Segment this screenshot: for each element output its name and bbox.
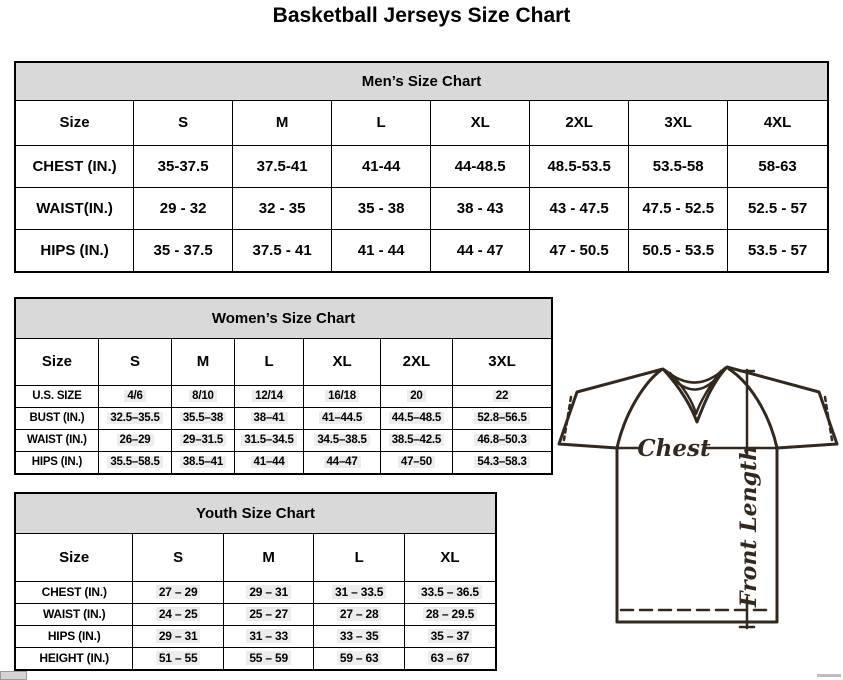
women-column-header: 3XL [453,339,551,385]
women-column-header: S [98,339,171,385]
women-value: 35.5–58.5 [107,456,162,468]
women-value: 12/14 [252,390,286,402]
men-value: 41 - 44 [357,241,405,259]
mens-size-chart [14,61,829,273]
men-value-cell [134,187,233,229]
women-value: 54.3–58.3 [474,456,529,468]
women-value-cell [380,407,452,429]
women-value: 38.5–41 [180,456,226,468]
youth-value-cell [314,625,405,647]
youth-value: 33.5 – 36.5 [418,585,482,599]
men-value-cell [629,145,728,187]
women-column-header: Size [16,339,98,385]
youth-column-header: XL [404,534,495,581]
jersey-outline-icon [559,367,837,622]
youth-value-cell [314,581,405,603]
youth-column-header: M [223,534,314,581]
women-value: 20 [407,390,425,402]
horizontal-scrollbar-fragment[interactable] [817,674,841,677]
women-value: 52.8–56.5 [474,412,529,424]
youth-value: 31 – 33.5 [332,585,386,599]
men-column-header: 3XL [629,101,728,145]
women-value-cell [380,385,452,407]
men-value-cell [134,145,233,187]
women-value: 32.5–35.5 [107,412,162,424]
mens-chart-title: Men’s Size Chart [16,63,827,101]
women-value-cell [380,451,452,473]
women-value-cell [453,407,551,429]
women-value-cell [98,429,171,451]
women-row-label: WAIST (IN.) [16,429,98,451]
women-value: 29–31.5 [180,434,226,446]
women-value: 41–44.5 [319,412,365,424]
women-value: 41–44 [251,456,288,468]
men-column-header: L [332,101,431,145]
youth-row-label: WAIST (IN.) [16,603,133,625]
men-column-header: 2XL [530,101,629,145]
youth-column-header: Size [16,534,133,581]
men-value-cell [629,229,728,271]
youth-row-label: CHEST (IN.) [16,581,133,603]
men-value: 50.5 - 53.5 [642,241,715,259]
men-value: 35 - 38 [357,199,405,217]
youth-value: 33 – 35 [337,629,382,643]
women-value-cell [453,451,551,473]
men-value-cell [728,187,827,229]
youth-value: 27 – 29 [156,585,201,599]
men-value: 44-48.5 [454,157,506,175]
youth-value: 27 – 28 [337,607,382,621]
women-value-cell [304,385,381,407]
men-value: 58-63 [758,157,797,175]
men-value: 41-44 [361,157,401,175]
men-value-cell [134,229,233,271]
men-value-cell [728,145,827,187]
men-value: 52.5 - 57 [747,199,808,217]
men-value: 53.5-58 [652,157,704,175]
women-value: 44.5–48.5 [389,412,444,424]
women-value-cell [453,385,551,407]
youth-value-cell [404,625,495,647]
youth-value: 35 – 37 [428,629,473,643]
men-value-cell [332,145,431,187]
men-value: 47 - 50.5 [549,241,609,259]
women-value-cell [304,407,381,429]
women-value: 4/6 [124,390,145,402]
women-value: 35.5–38 [180,412,226,424]
youth-value: 29 – 31 [246,585,291,599]
youth-row-label: HEIGHT (IN.) [16,647,133,669]
youth-value: 25 – 27 [246,607,291,621]
women-column-header: M [172,339,235,385]
women-value-cell [304,451,381,473]
women-value: 31.5–34.5 [241,434,296,446]
men-value: 48.5-53.5 [547,157,611,175]
men-value: 35-37.5 [157,157,209,175]
men-value-cell [629,187,728,229]
men-column-header: M [233,101,332,145]
women-value-cell [304,429,381,451]
youth-value-cell [133,603,224,625]
women-value: 8/10 [189,390,217,402]
women-value: 38–41 [251,412,288,424]
men-row-label: CHEST (IN.) [16,145,134,187]
page-title: Basketball Jerseys Size Chart [272,4,571,27]
women-column-header: XL [304,339,381,385]
women-value: 34.5–38.5 [314,434,369,446]
youth-value: 59 – 63 [337,651,382,665]
women-row-label: U.S. SIZE [16,385,98,407]
men-value: 35 - 37.5 [153,241,213,259]
women-value-cell [380,429,452,451]
men-value: 32 - 35 [258,199,306,217]
men-column-header: S [134,101,233,145]
men-value-cell [530,187,629,229]
youth-value-cell [314,647,405,669]
women-value-cell [234,407,304,429]
youth-column-header: L [314,534,405,581]
women-row-label: HIPS (IN.) [16,451,98,473]
youth-value: 24 – 25 [156,607,201,621]
men-value: 47.5 - 52.5 [642,199,715,217]
youth-value-cell [223,647,314,669]
youth-column-header: S [133,534,224,581]
youth-value: 63 – 67 [428,651,473,665]
men-value: 29 - 32 [159,199,207,217]
women-value: 47–50 [398,456,435,468]
men-value: 38 - 43 [456,199,504,217]
youth-chart-title: Youth Size Chart [16,494,495,534]
women-row-label: BUST (IN.) [16,407,98,429]
youth-value-cell [314,603,405,625]
youth-value-cell [133,647,224,669]
youth-value-cell [404,581,495,603]
women-value: 46.8–50.3 [474,434,529,446]
youth-value-cell [223,603,314,625]
men-value-cell [431,187,530,229]
men-value-cell [233,229,332,271]
women-value-cell [172,451,235,473]
men-column-header: Size [16,101,134,145]
chest-label: Chest [637,435,711,462]
front-length-label: Front Length [736,444,762,608]
men-value-cell [530,229,629,271]
womens-chart-title: Women’s Size Chart [16,299,551,339]
men-row-label: HIPS (IN.) [16,229,134,271]
youth-value-cell [133,625,224,647]
men-value-cell [431,229,530,271]
youth-value: 29 – 31 [156,629,201,643]
women-value-cell [234,385,304,407]
men-value-cell [233,145,332,187]
youth-value-cell [133,581,224,603]
men-row-label: WAIST(IN.) [16,187,134,229]
women-value: 16/18 [325,390,359,402]
youth-size-chart [14,492,497,671]
womens-table [16,339,551,473]
women-value: 22 [493,390,511,402]
men-value-cell [530,145,629,187]
youth-value-cell [404,603,495,625]
youth-row-label: HIPS (IN.) [16,625,133,647]
women-value: 44–47 [324,456,361,468]
men-value: 43 - 47.5 [549,199,609,217]
jersey-diagram [555,360,843,675]
men-value: 53.5 - 57 [747,241,808,259]
men-value-cell [332,187,431,229]
women-value-cell [172,407,235,429]
mens-table [16,101,827,271]
youth-value: 31 – 33 [246,629,291,643]
women-value-cell [98,385,171,407]
men-value-cell [332,229,431,271]
youth-value: 28 – 29.5 [423,607,477,621]
men-value-cell [233,187,332,229]
women-value: 38.5–42.5 [389,434,444,446]
women-value: 26–29 [117,434,154,446]
men-value: 37.5 - 41 [252,241,312,259]
youth-value-cell [223,625,314,647]
women-value-cell [172,429,235,451]
women-column-header: L [234,339,304,385]
men-value-cell [728,229,827,271]
men-column-header: XL [431,101,530,145]
youth-value-cell [404,647,495,669]
women-column-header: 2XL [380,339,452,385]
men-value: 37.5-41 [256,157,308,175]
men-value-cell [431,145,530,187]
youth-value: 55 – 59 [246,651,291,665]
womens-size-chart [14,297,553,475]
youth-value: 51 – 55 [156,651,201,665]
women-value-cell [234,429,304,451]
women-value-cell [234,451,304,473]
men-value: 44 - 47 [456,241,504,259]
youth-value-cell [223,581,314,603]
women-value-cell [453,429,551,451]
youth-table [16,534,495,669]
men-column-header: 4XL [728,101,827,145]
women-value-cell [98,451,171,473]
women-value-cell [98,407,171,429]
women-value-cell [172,385,235,407]
